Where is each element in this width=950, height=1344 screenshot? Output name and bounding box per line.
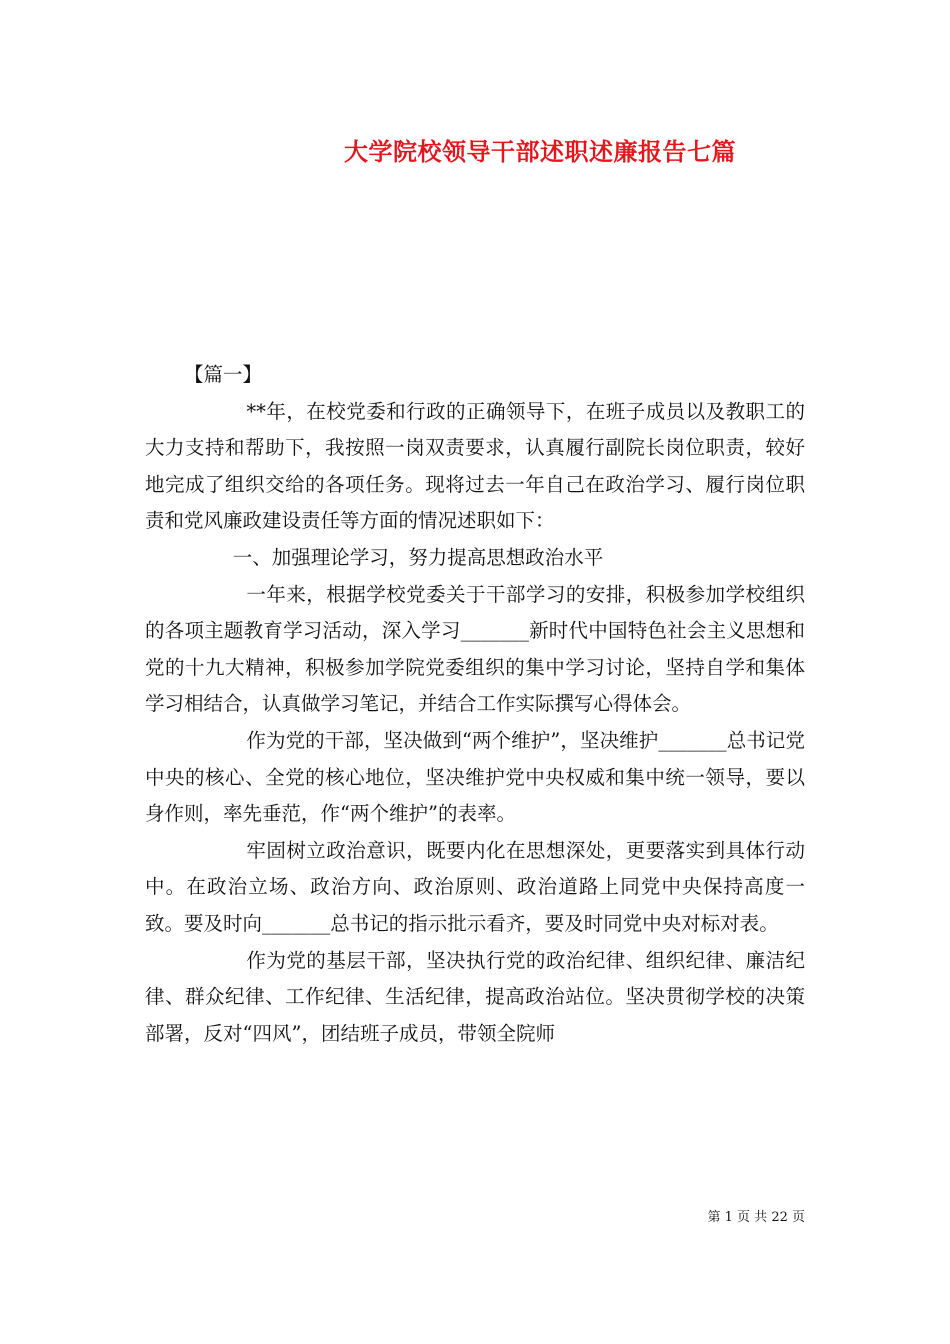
- paragraph-intro: **年，在校党委和行政的正确领导下，在班子成员以及教职工的大力支持和帮助下，我按照一岗双责要求，认真履行副院长岗位职责，较好地完成了组织交给的各项任务。现将过去一年自己在政治学习、履行岗位职责和党风廉政建设责任等方面的情况述职如下：: [145, 399, 805, 533]
- document-body: [145, 357, 805, 1052]
- paragraph: 作为党的干部，坚决做到“两个维护”，坚决维护_______总书记党中央的核心、全党的核心地位，坚决维护党中央权威和集中统一领导，要以身作则，率先垂范，作“两个维护”的表率。: [145, 728, 805, 826]
- document-title: 大学院校领导干部述职述廉报告七篇: [344, 137, 736, 166]
- section-label: 【篇一】: [184, 363, 263, 386]
- page-number-footer: 第 1 页 共 22 页: [707, 1210, 805, 1225]
- paragraph: 一年来，根据学校党委关于干部学习的安排，积极参加学校组织的各项主题教育学习活动，深入学习_______新时代中国特色社会主义思想和党的十九大精神，积极参加学院党委组织的集中学习讨论，坚持自学和集体学习相结合，认真做学习笔记，并结合工作实际撰写心得体会。: [145, 582, 805, 716]
- paragraph: 作为党的基层干部，坚决执行党的政治纪律、组织纪律、廉洁纪律、群众纪律、工作纪律、生活纪律，提高政治站位。坚决贯彻学校的决策部署，反对“四风”，团结班子成员，带领全院师: [145, 948, 805, 1045]
- section-heading: 一、加强理论学习，努力提高思想政治水平: [232, 545, 604, 569]
- paragraph: 牢固树立政治意识，既要内化在思想深处，更要落实到具体行动中。在政治立场、政治方向、政治原则、政治道路上同党中央保持高度一致。要及时向_______总书记的指示批示看齐，要及时同党中央对标对表。: [145, 838, 805, 935]
